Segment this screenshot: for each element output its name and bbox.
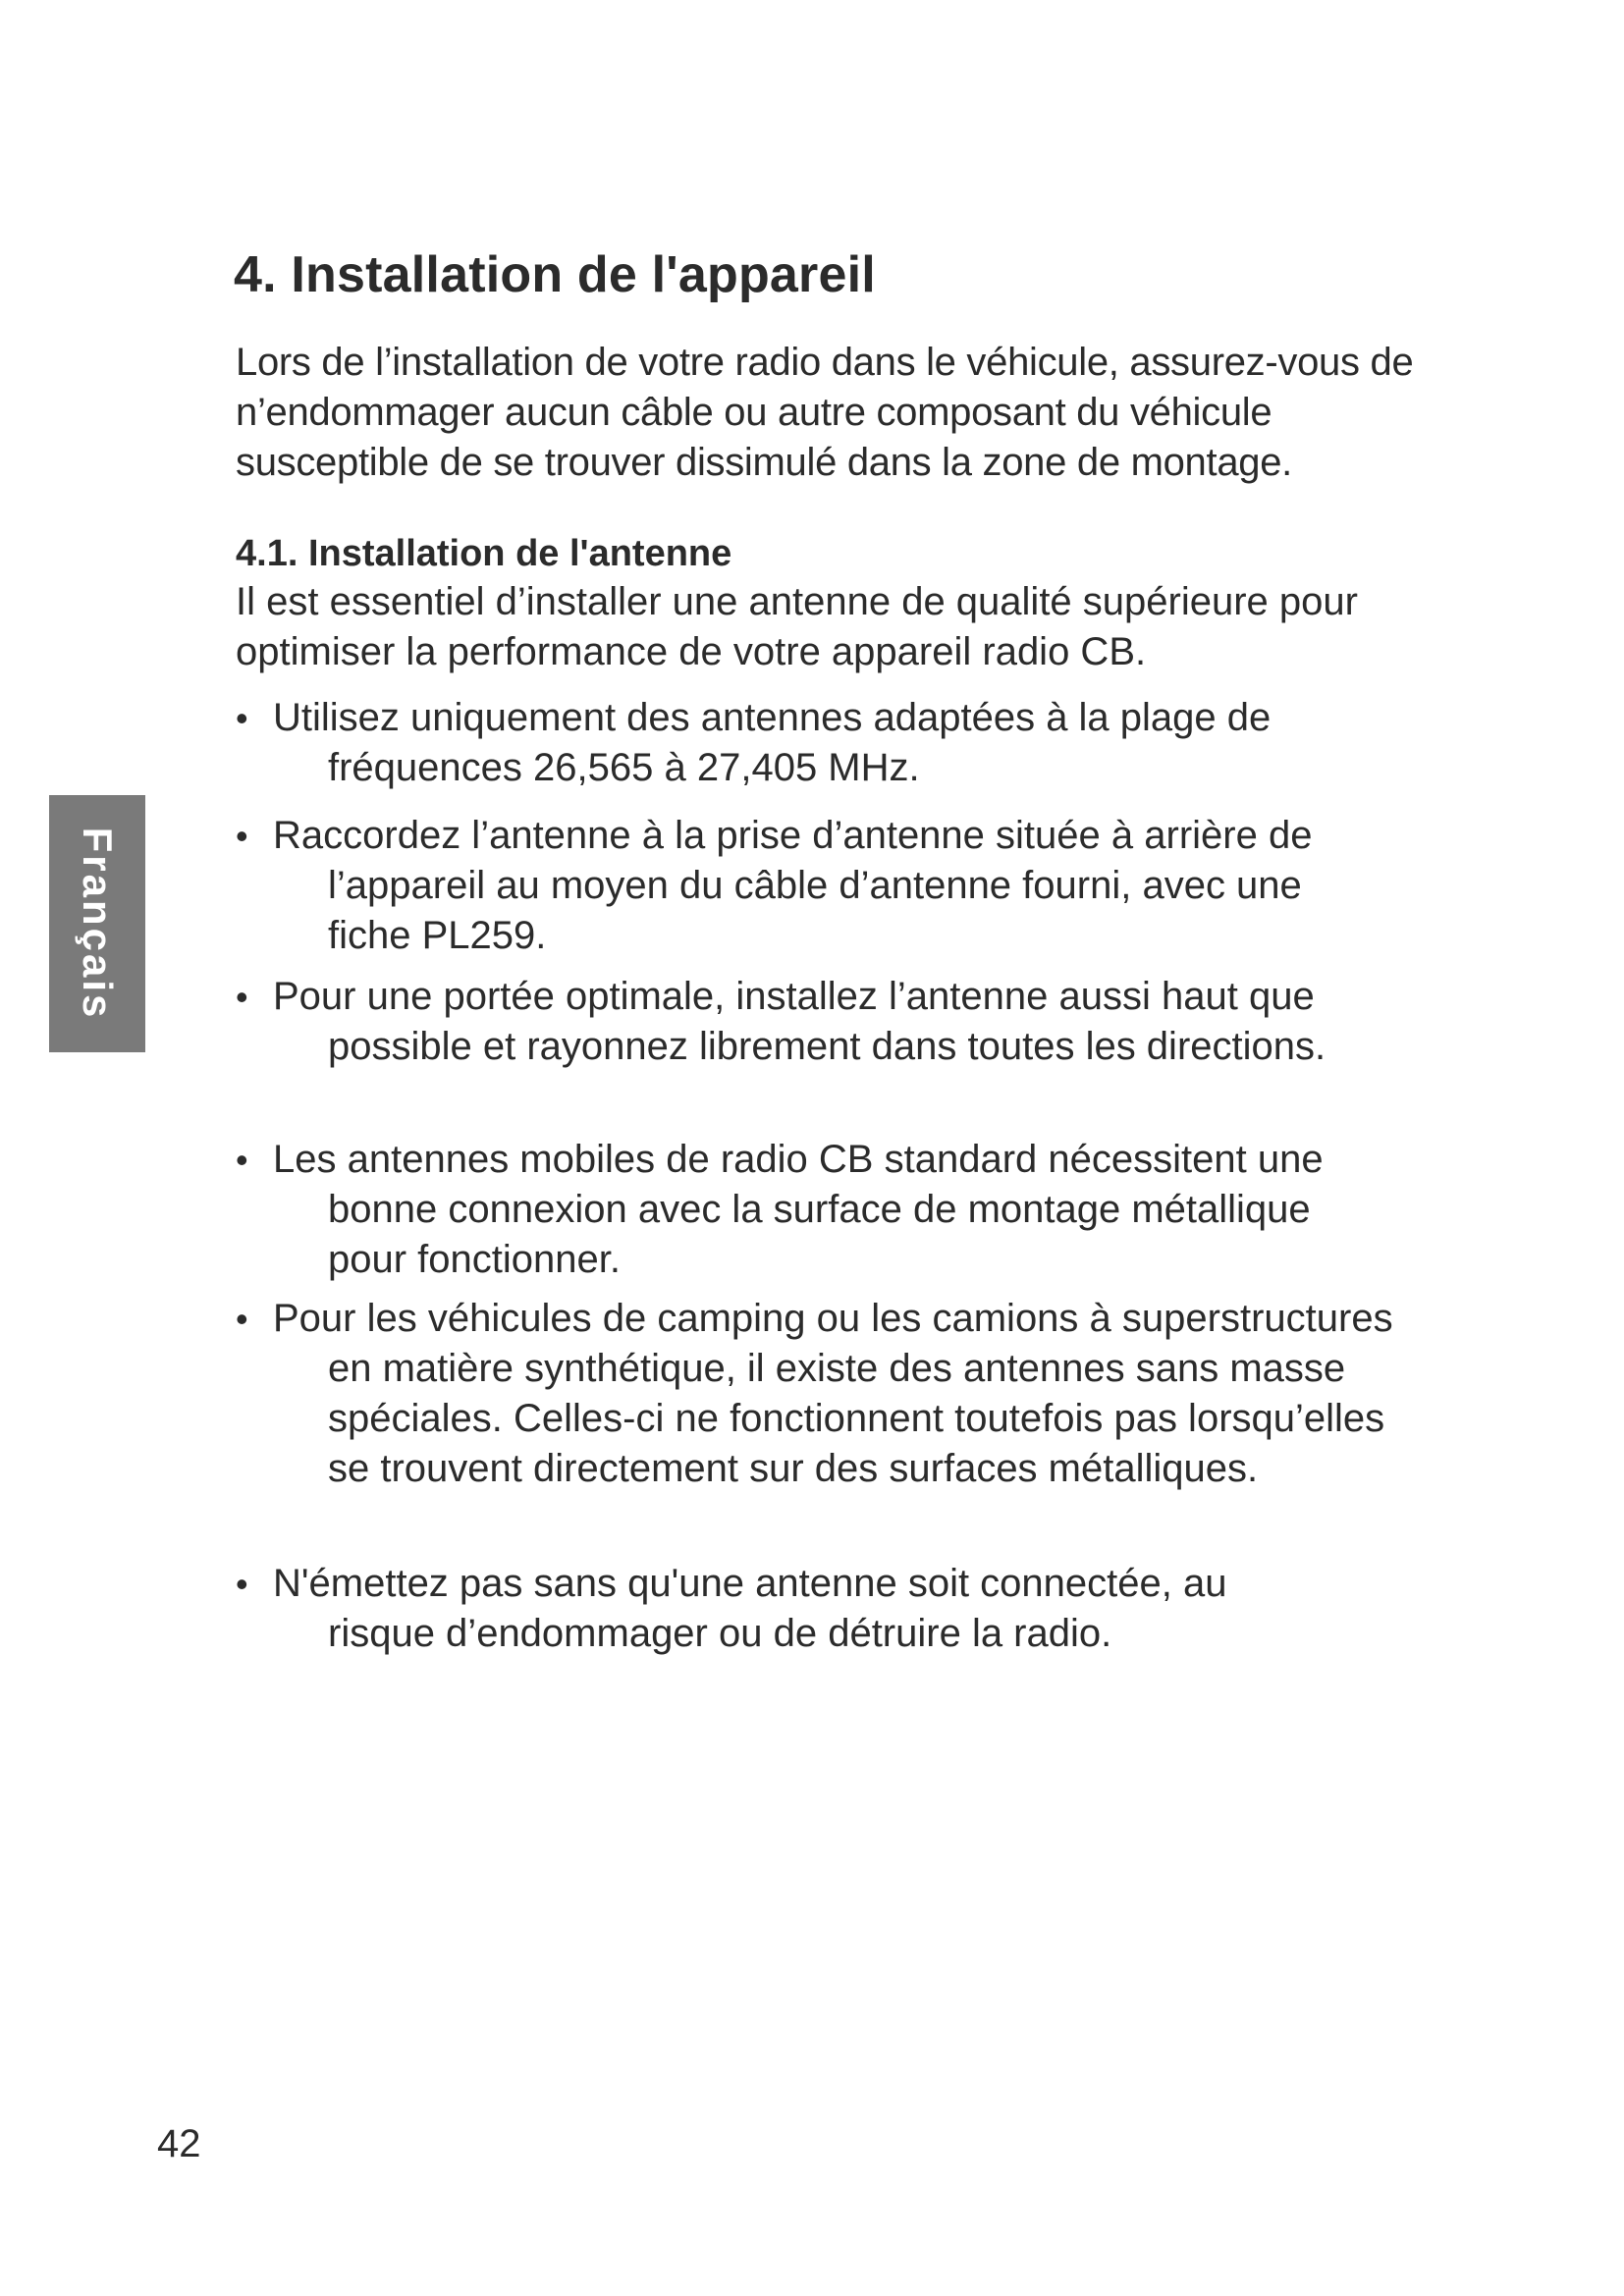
section-intro-paragraph: Il est essentiel d’installer une antenne de qualité supérieure pour optimiser la performance de votre appareil radio CB. bbox=[236, 580, 1358, 673]
section-heading: 4.1. Installation de l'antenne bbox=[236, 533, 732, 574]
bullet-icon: • bbox=[236, 977, 248, 1017]
bullet-text: Pour une portée optimale, installez l’antenne aussi haut que possible et rayonnez librement dans toutes les directions. bbox=[273, 975, 1326, 1068]
bullet-icon: • bbox=[236, 816, 248, 856]
bullet-text: Les antennes mobiles de radio CB standard nécessitent une bonne connexion avec la surface de montage métallique pour fonctionner. bbox=[273, 1138, 1324, 1281]
bullet-icon: • bbox=[236, 1564, 248, 1604]
bullet-item-mobile-antennas bbox=[236, 1135, 1345, 1285]
language-tab-label: Français bbox=[75, 827, 121, 1021]
bullet-icon: • bbox=[236, 1140, 248, 1180]
bullet-item-connection bbox=[236, 811, 1375, 961]
bullet-text: Utilisez uniquement des antennes adaptées à la plage de fréquences 26,565 à 27,405 MHz. bbox=[273, 696, 1272, 789]
bullet-icon: • bbox=[236, 1299, 248, 1339]
bullet-text: Pour les véhicules de camping ou les camions à superstructures en matière synthétique, il existe des antennes sans masse spéciales. Celles-ci ne fonctionnent toutefois pas lorsqu’elles se trouvent directement sur des surfaces métalliques. bbox=[273, 1297, 1393, 1490]
bullet-text: N'émettez pas sans qu'une antenne soit connectée, au risque d’endommager ou de détruire la radio. bbox=[273, 1562, 1227, 1655]
intro-paragraph: Lors de l’installation de votre radio dans le véhicule, assurez-vous de n’endommager aucun câble ou autre composant du véhicule susceptible de se trouver dissimulé dans la zone de montage. bbox=[236, 341, 1414, 484]
bullet-item-groundless-antennas bbox=[236, 1294, 1414, 1494]
bullet-text: Raccordez l’antenne à la prise d’antenne située à arrière de l’appareil au moyen du câble d’antenne fourni, avec une fiche PL259. bbox=[273, 814, 1313, 957]
page-number: 42 bbox=[157, 2122, 201, 2165]
page-title: 4. Installation de l'appareil bbox=[234, 246, 876, 303]
bullet-item-range bbox=[236, 972, 1345, 1072]
language-tab bbox=[49, 795, 145, 1052]
bullet-item-transmit-warning bbox=[236, 1559, 1326, 1659]
bullet-icon: • bbox=[236, 698, 248, 738]
bullet-item-frequencies bbox=[236, 693, 1375, 793]
